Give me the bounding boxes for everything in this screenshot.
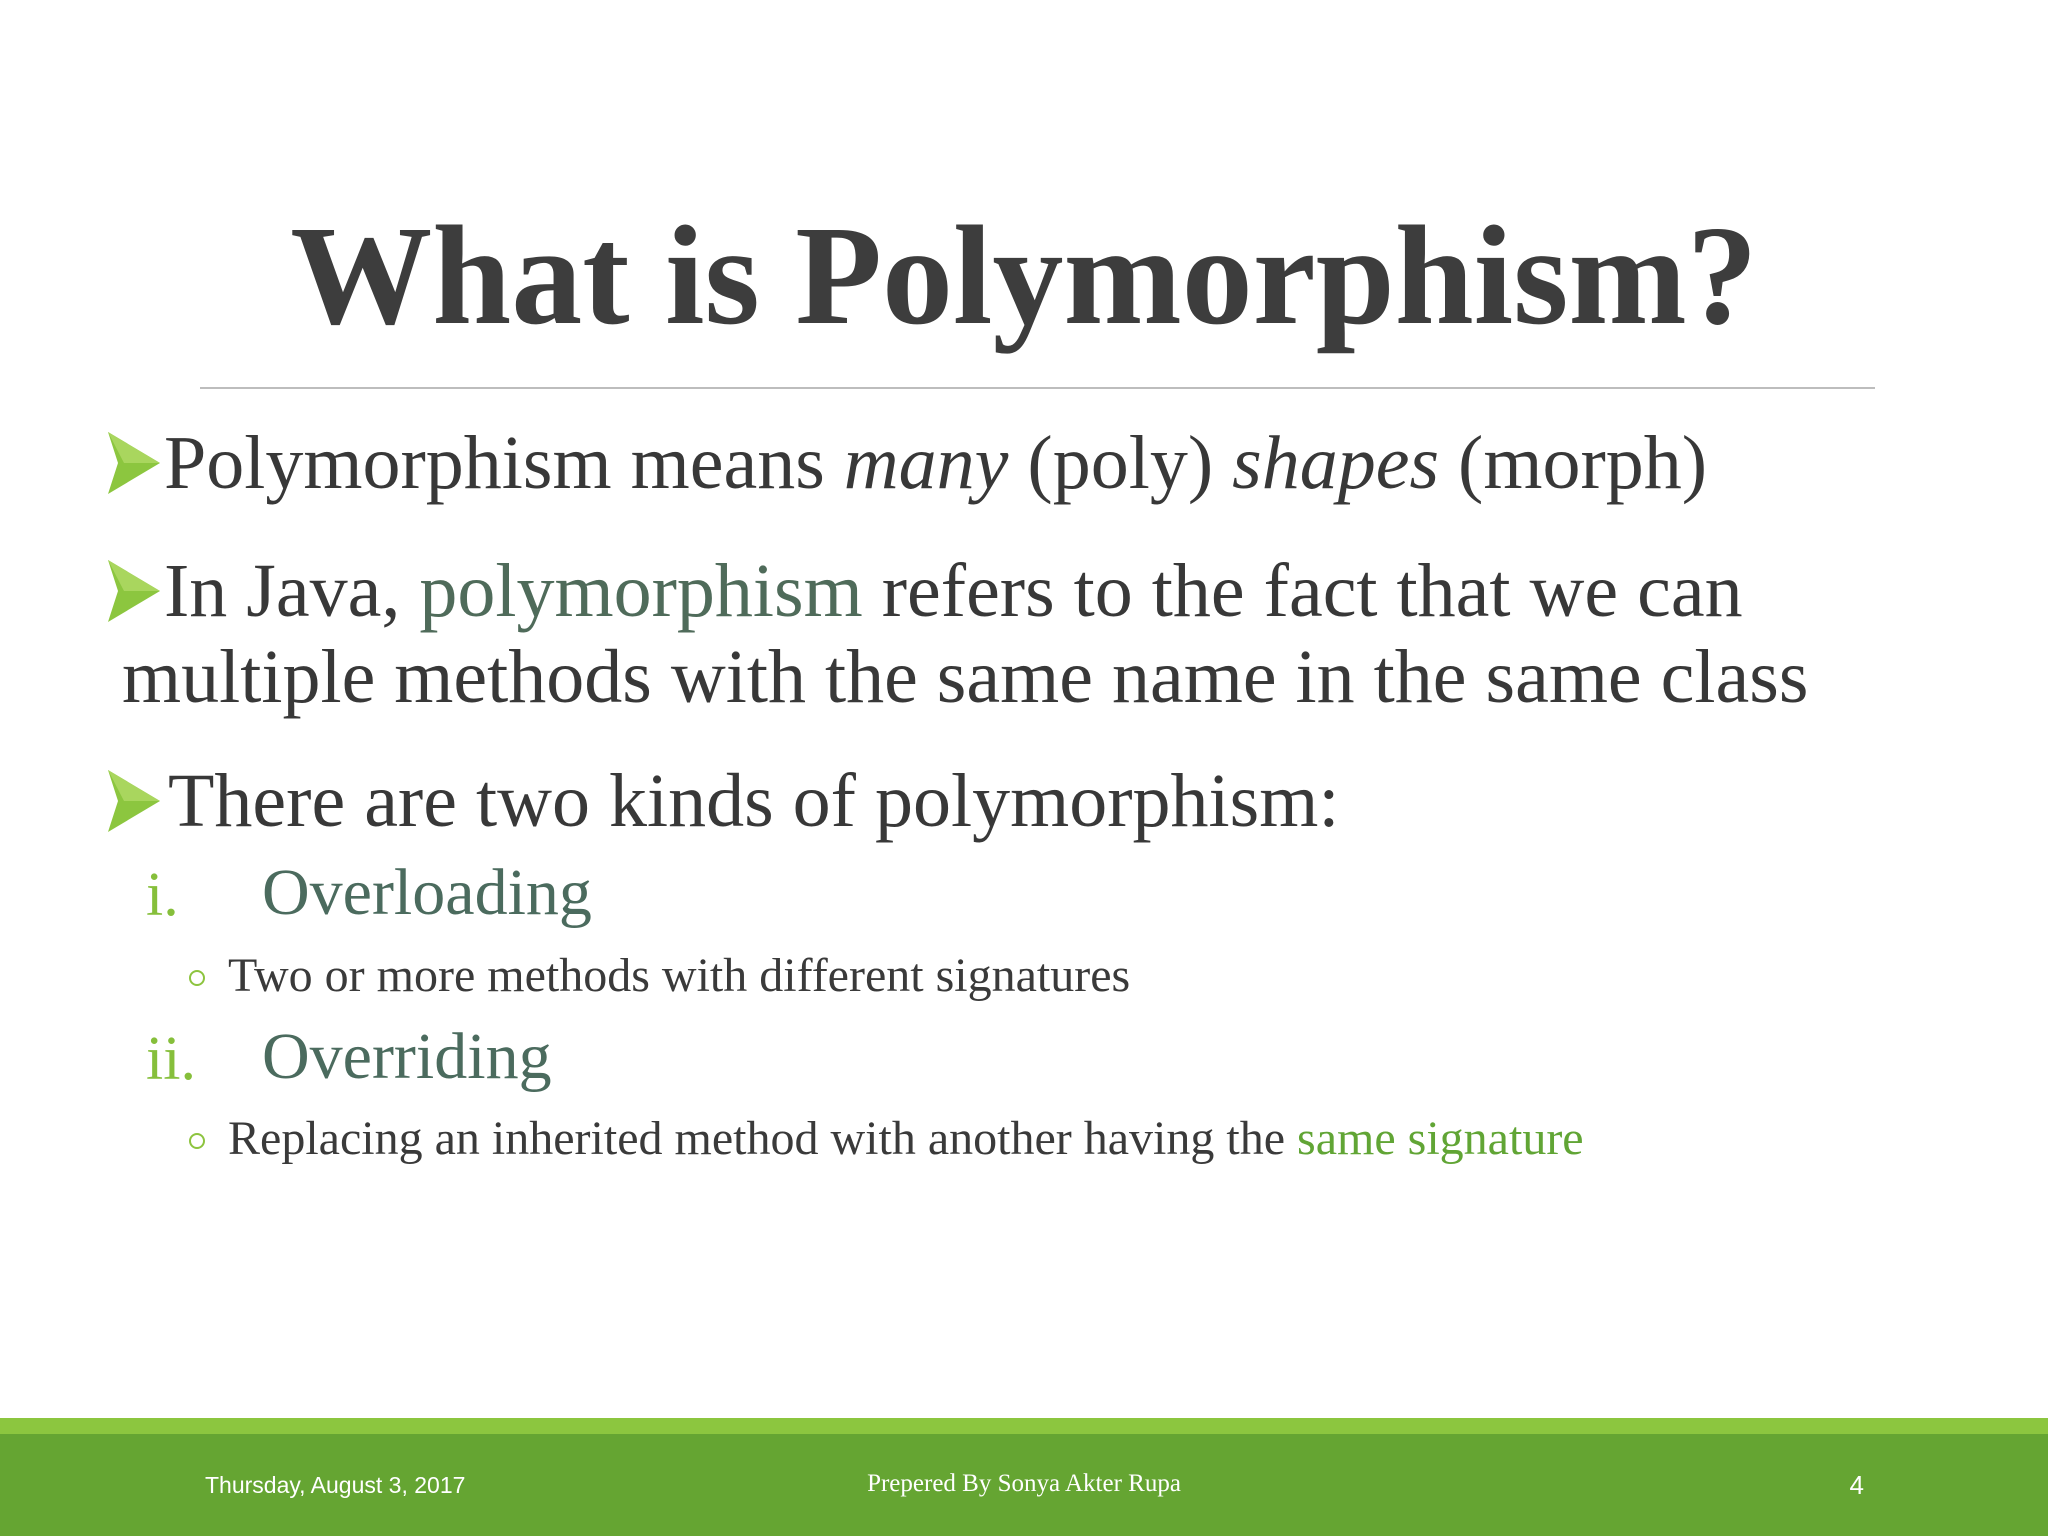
arrow-bullet-icon — [108, 560, 160, 622]
highlight-same-signature: same signature — [1297, 1112, 1584, 1165]
footer-author: Prepered By Sonya Akter Rupa — [867, 1470, 1181, 1497]
description-text: Replacing an inherited method with another having the — [228, 1112, 1298, 1165]
emphasis-shapes: shapes — [1232, 421, 1440, 505]
arrow-bullet-icon — [108, 770, 160, 832]
footer-date: Thursday, August 3, 2017 — [205, 1472, 466, 1498]
bullet-text: refers to the fact that we can — [862, 549, 1743, 633]
bullet-many-shapes — [164, 420, 1707, 506]
arrow-bullet-icon — [108, 432, 160, 494]
list-number: i. — [146, 861, 179, 929]
overloading-description — [228, 948, 1130, 1004]
highlight-polymorphism: polymorphism — [419, 549, 863, 633]
bullet-text: In Java, — [164, 549, 420, 633]
overriding-description — [228, 1111, 1584, 1167]
bullet-text: (morph) — [1439, 421, 1708, 505]
kind-overriding: Overriding — [262, 1020, 552, 1093]
footer-accent-stripe — [0, 1418, 2048, 1434]
bullet-java-polymorphism-continued: multiple methods with the same name in the same class — [122, 635, 1809, 719]
bullet-text: (poly) — [1008, 421, 1233, 505]
hollow-circle-bullet-icon — [189, 1133, 205, 1149]
hollow-circle-bullet-icon — [189, 970, 205, 986]
slide-title: What is Polymorphism? — [290, 196, 1758, 354]
page-number: 4 — [1849, 1470, 1864, 1500]
kind-overloading: Overloading — [262, 856, 592, 929]
description-text: Two or more methods with different signatures — [228, 949, 1131, 1002]
bullet-text: Polymorphism means — [164, 421, 844, 505]
emphasis-many: many — [843, 421, 1009, 505]
bullet-java-polymorphism — [164, 548, 1743, 634]
bullet-two-kinds: There are two kinds of polymorphism: — [168, 759, 1340, 843]
title-divider — [200, 387, 1875, 389]
list-number: ii. — [146, 1025, 196, 1093]
